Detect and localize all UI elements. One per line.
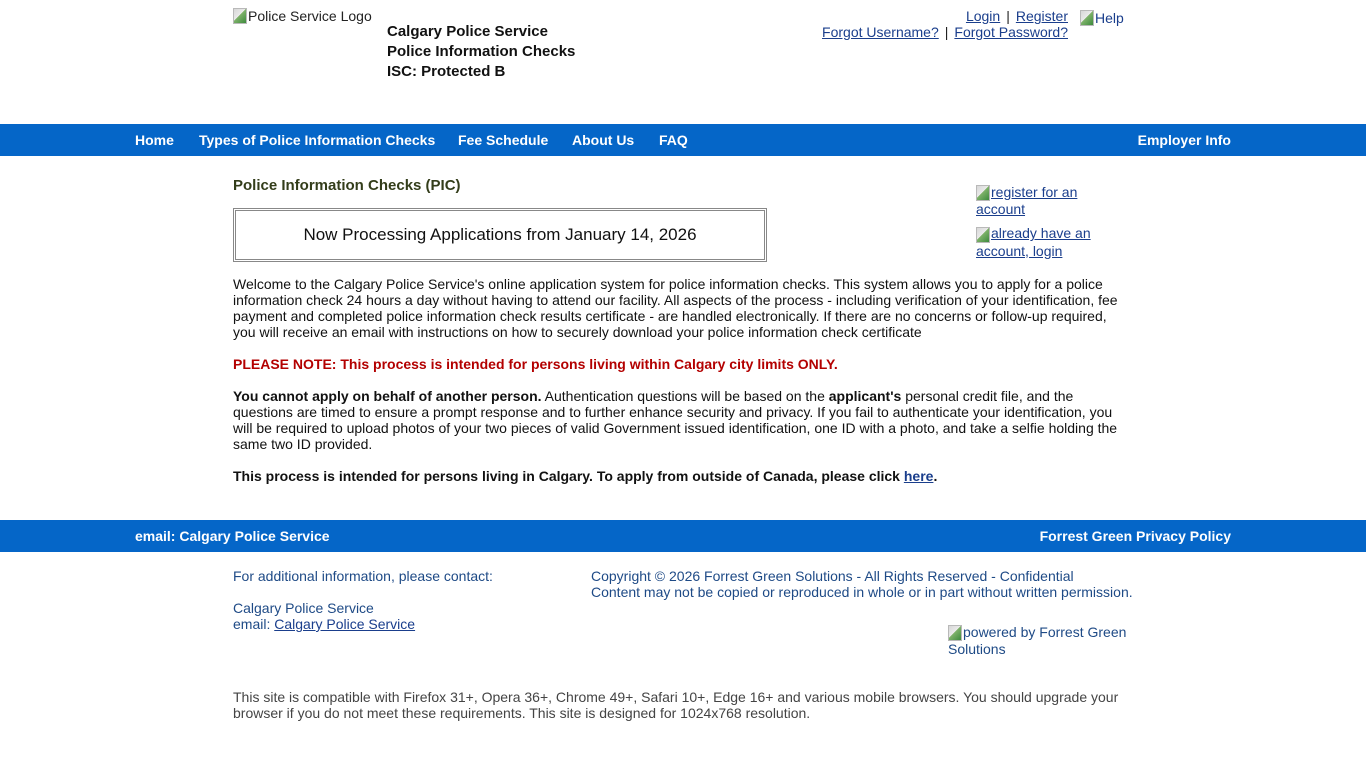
existing-account-login-link[interactable] — [976, 225, 1111, 258]
nav-about-us[interactable]: About Us — [572, 132, 635, 148]
separator: | — [1006, 8, 1010, 24]
contact-intro: For additional information, please contact: — [233, 568, 493, 584]
nav-employer-info[interactable]: Employer Info — [1137, 132, 1231, 148]
period: . — [933, 468, 938, 484]
browser-compatibility-note: This site is compatible with Firefox 31+, Opera 36+, Chrome 49+, Safari 10+, Edge 16+ and various mobile browsers. You should upgrade your browser if you do not meet these requirements. This site is designed for 1024x768 resolution. — [233, 689, 1119, 721]
contact-org: Calgary Police Service — [233, 600, 374, 616]
help-icon — [1080, 10, 1094, 26]
broken-image-icon — [948, 625, 962, 641]
site-title-line-1: Calgary Police Service — [387, 23, 548, 40]
separator: | — [944, 24, 949, 40]
side-links — [976, 184, 1111, 267]
intro-paragraph: Welcome to the Calgary Police Service's online application system for police information checks. This system allows you to apply for a police information check 24 hours a day without having to attend our facility. All aspects of the process - including verification of your identification, fee payment and completed police information check results certificate - are handled electronically. If there are no concerns or follow-up required, you will receive an email with instructions on how to securely download your police information check certificate — [233, 276, 1118, 340]
help-button[interactable] — [1080, 10, 1124, 26]
broken-image-icon — [233, 8, 247, 24]
processing-notice — [233, 208, 767, 262]
police-service-logo — [233, 8, 372, 24]
email-label: email: — [233, 616, 275, 632]
nav-fee-schedule[interactable]: Fee Schedule — [458, 132, 549, 148]
footer — [0, 552, 1366, 768]
register-link[interactable]: Register — [1015, 8, 1068, 24]
contact-info — [233, 568, 493, 632]
powered-by-logo[interactable] — [948, 624, 1138, 657]
behalf-text-1: Authentication questions will be based on the — [541, 388, 829, 404]
privacy-policy-link[interactable]: Forrest Green Privacy Policy — [1039, 528, 1231, 544]
behalf-lead: You cannot apply on behalf of another person. — [233, 388, 542, 404]
nav-faq[interactable]: FAQ — [659, 132, 688, 148]
outside-canada-text: This process is intended for persons living in Calgary. To apply from outside of Canada, please click — [233, 468, 904, 484]
forgot-password-link[interactable]: Forgot Password? — [954, 24, 1068, 40]
contact-email-link[interactable]: Calgary Police Service — [274, 616, 416, 632]
footer-email-link[interactable]: email: Calgary Police Service — [135, 528, 330, 544]
forgot-username-link[interactable]: Forgot Username? — [822, 24, 939, 40]
register-account-label: register for an account — [976, 184, 1078, 218]
behalf-paragraph — [233, 388, 1123, 452]
copyright-line-2: Content may not be copied or reproduced in whole or in part without written permission. — [591, 584, 1133, 600]
account-links — [822, 8, 1068, 40]
contact-email-row — [233, 616, 493, 632]
site-title-line-2: Police Information Checks — [387, 43, 576, 60]
copyright — [591, 568, 1133, 600]
footer-bar — [0, 520, 1366, 552]
please-note: PLEASE NOTE: This process is intended for persons living within Calgary city limits ONLY. — [233, 356, 838, 372]
login-link[interactable]: Login — [965, 8, 1001, 24]
existing-account-login-label: already have an account, login — [976, 225, 1091, 259]
logo-alt-text: Police Service Logo — [248, 8, 372, 24]
outside-canada-here-link[interactable]: here — [903, 468, 934, 484]
powered-by-alt-text: powered by Forrest Green Solutions — [948, 624, 1127, 658]
behalf-text-2: personal credit file, and the questions are timed to ensure a prompt response and to further enhance security and privacy. If you fail to authenticate your identification, you will be required to upload photos of your two pieces of valid Government issued identification, one ID with a photo, and take a selfie holding the same two ID provided. — [233, 388, 1118, 452]
outside-canada-paragraph — [233, 468, 1123, 484]
site-title-line-3: ISC: Protected B — [387, 63, 506, 80]
register-account-link[interactable] — [976, 184, 1111, 217]
content-body — [233, 276, 1123, 500]
help-alt-text: Help — [1095, 10, 1124, 26]
broken-image-icon — [976, 185, 990, 201]
page-title: Police Information Checks (PIC) — [233, 177, 461, 194]
copyright-line-1: Copyright © 2026 Forrest Green Solutions - All Rights Reserved - Confidential — [591, 568, 1074, 584]
broken-image-icon — [976, 227, 990, 243]
site-title — [387, 22, 575, 82]
nav-home[interactable]: Home — [135, 132, 174, 148]
nav-types-of-checks[interactable]: Types of Police Information Checks — [199, 132, 436, 148]
main-nav — [0, 124, 1366, 156]
site-header — [0, 0, 1366, 124]
applicants-emphasis: applicant's — [828, 388, 902, 404]
processing-notice-text: Now Processing Applications from January 14, 2026 — [303, 225, 697, 244]
